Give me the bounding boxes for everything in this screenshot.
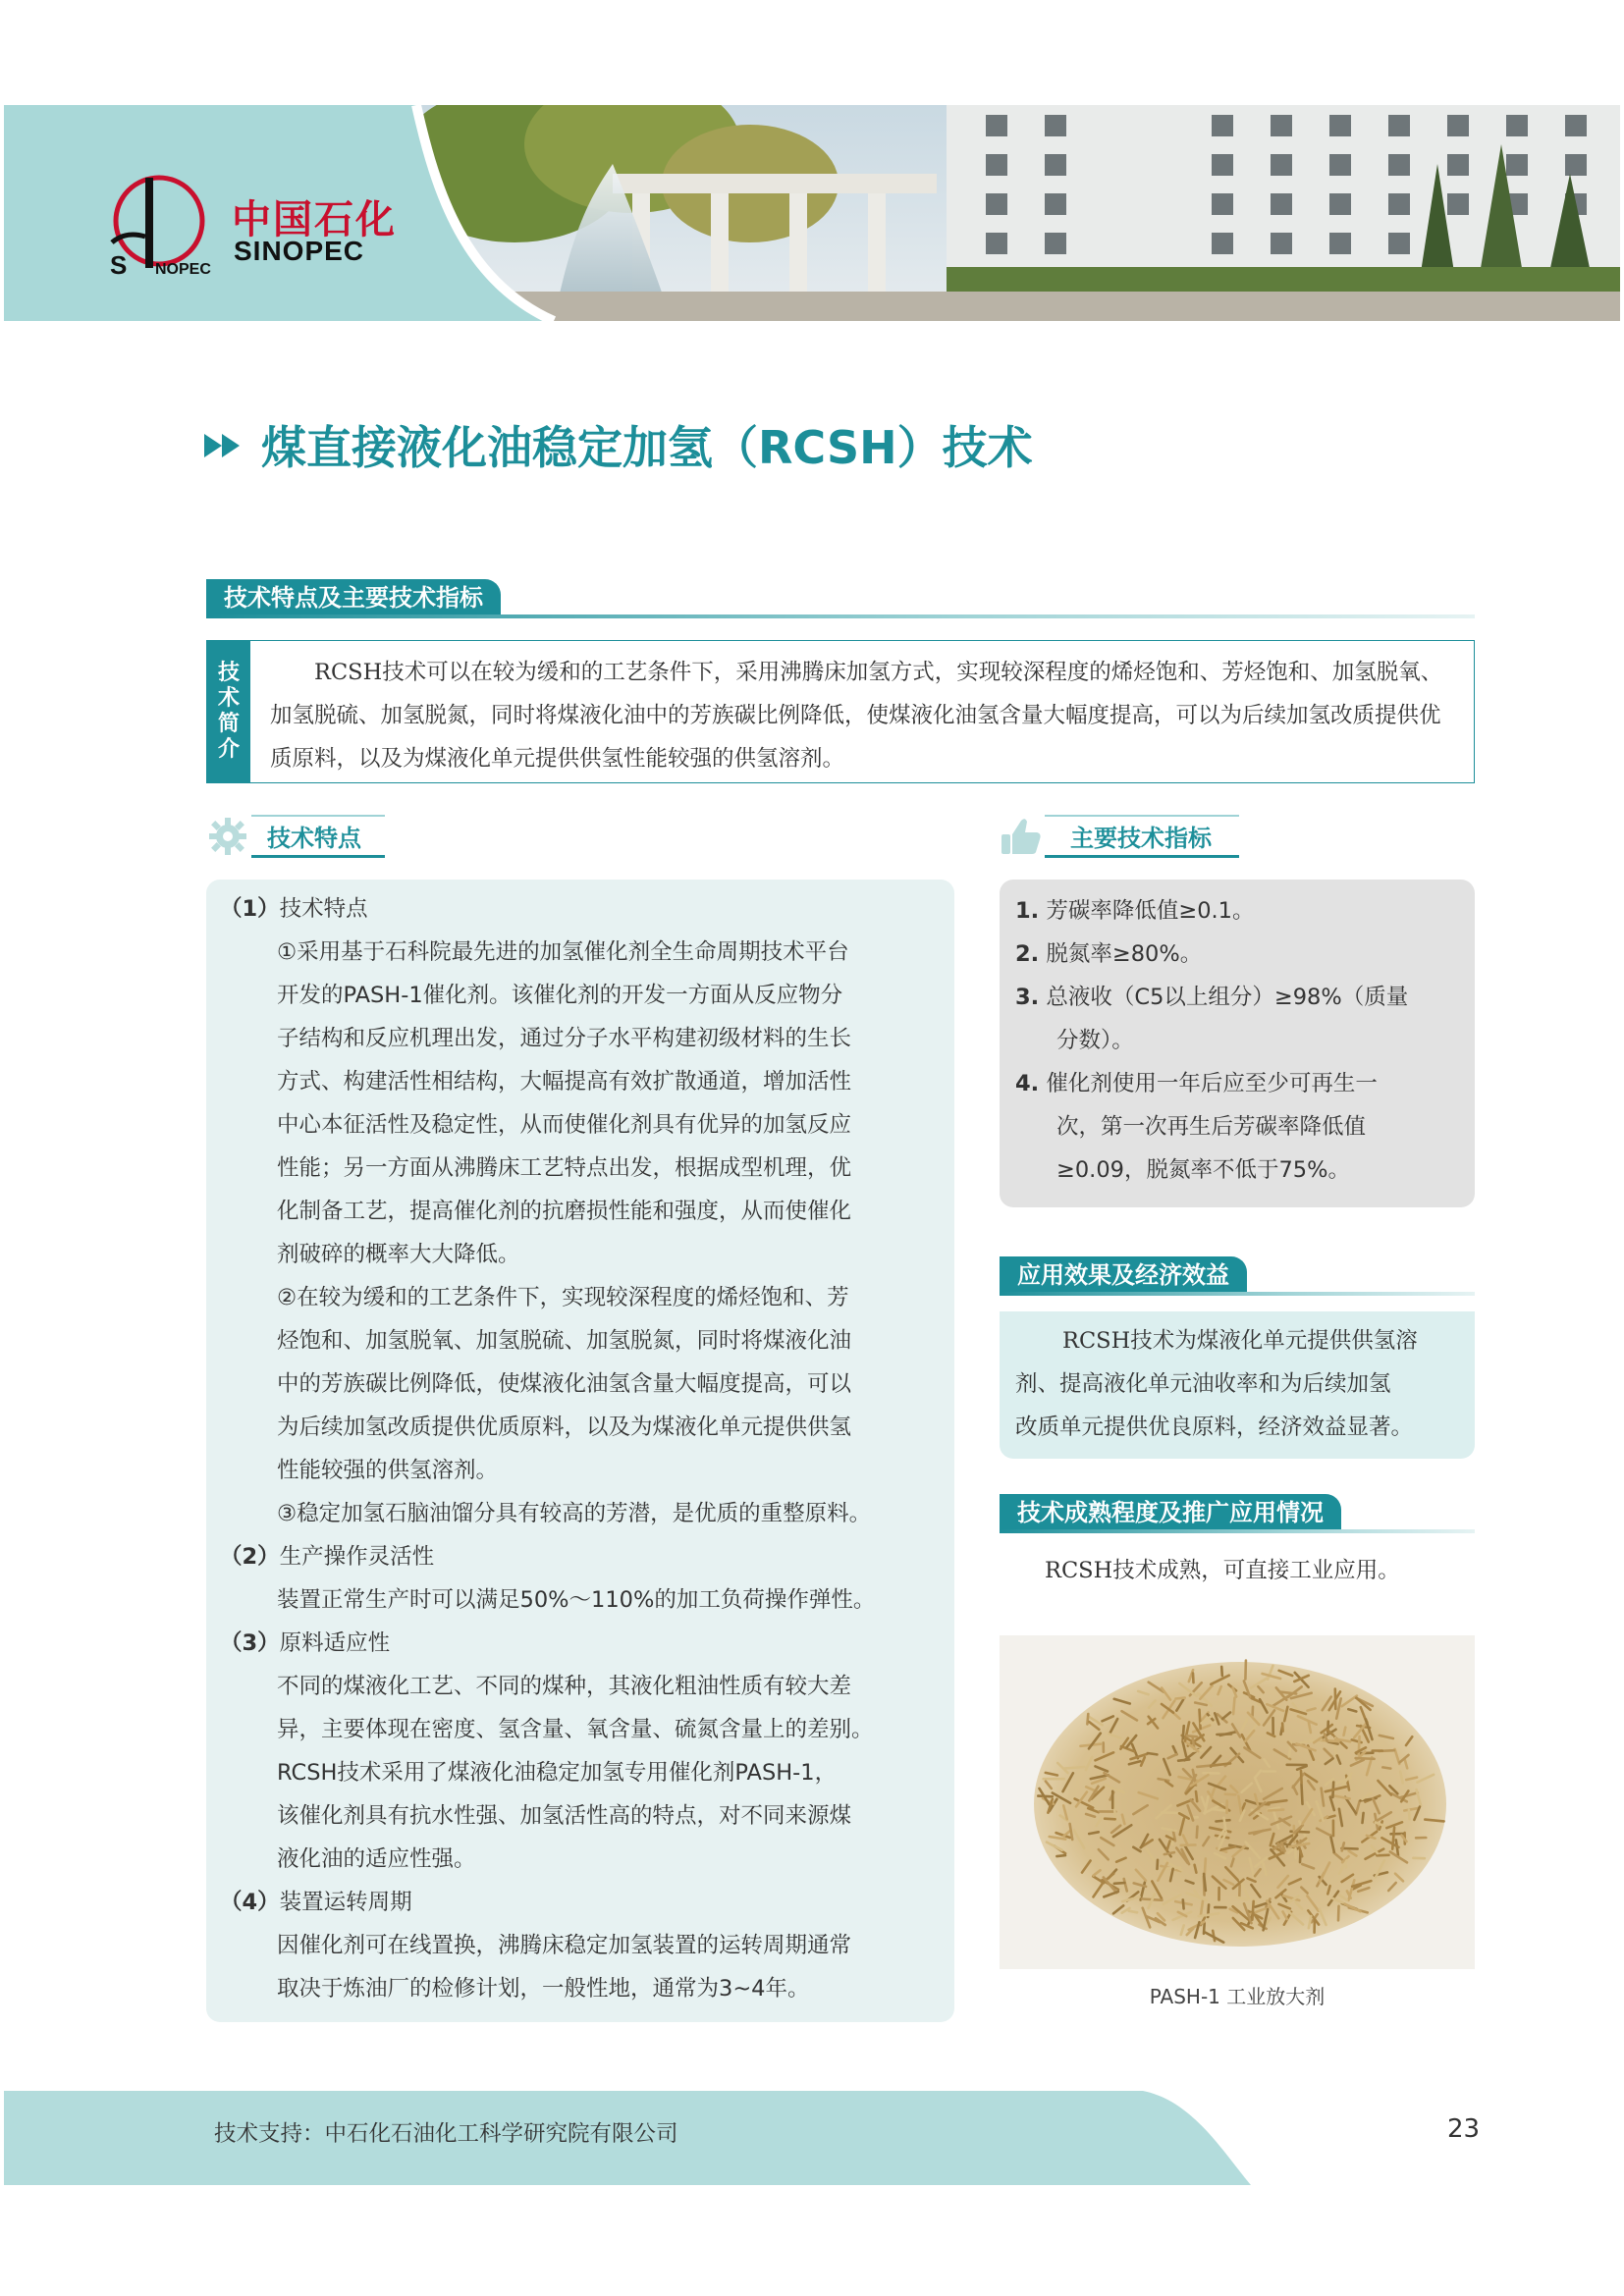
svg-text:S: S bbox=[110, 250, 128, 278]
catalyst-extrudate bbox=[1056, 1855, 1065, 1856]
sinopec-logo-icon bbox=[106, 172, 212, 278]
section-underline bbox=[1000, 1292, 1475, 1296]
list-item bbox=[1015, 1066, 1378, 1097]
list-item: ≥0.09，脱氮率不低于75%。 bbox=[1056, 1157, 1350, 1183]
section-tab-effects: 应用效果及经济效益 bbox=[1000, 1256, 1247, 1294]
list-item bbox=[220, 1539, 434, 1571]
svg-text:NOPEC: NOPEC bbox=[155, 261, 211, 278]
catalyst-extrudate bbox=[1158, 1860, 1159, 1869]
list-item: ②在较为缓和的工艺条件下，实现较深程度的烯烃饱和、芳 bbox=[277, 1285, 849, 1310]
item-number: 1. bbox=[1015, 898, 1040, 924]
section-tab-maturity: 技术成熟程度及推广应用情况 bbox=[1000, 1494, 1341, 1531]
intro-side-char: 简 bbox=[217, 712, 240, 736]
maturity-text: RCSH技术成熟，可直接工业应用。 bbox=[1045, 1558, 1400, 1583]
sinopec-logo bbox=[106, 167, 420, 285]
heading-underline bbox=[251, 855, 385, 858]
double-arrow-icon bbox=[204, 434, 244, 457]
catalyst-extrudate bbox=[1269, 1810, 1283, 1811]
catalyst-extrudate bbox=[1105, 1819, 1115, 1820]
list-item: 性能；另一方面从沸腾床工艺特点出发，根据成型机理，优 bbox=[277, 1155, 852, 1181]
list-item: 方式、构建活性相结构，大幅提高有效扩散通道，增加活性 bbox=[277, 1069, 852, 1095]
thumbs-up-icon bbox=[1000, 817, 1043, 856]
item-number: （4） bbox=[220, 1890, 280, 1915]
catalyst-extrudate bbox=[1187, 1735, 1197, 1736]
catalyst-extrudate bbox=[1342, 1848, 1358, 1849]
item-text: 装置运转周期 bbox=[279, 1890, 412, 1915]
catalyst-extrudate bbox=[1356, 1758, 1375, 1759]
catalyst-extrudate bbox=[1129, 1911, 1137, 1913]
indicators-box bbox=[1000, 880, 1475, 1207]
heading-underline bbox=[1045, 855, 1239, 858]
catalyst-extrudate bbox=[1087, 1714, 1088, 1724]
effects-line: 改质单元提供优良原料，经济效益显著。 bbox=[1015, 1415, 1414, 1440]
item-number: 4. bbox=[1015, 1071, 1040, 1096]
list-item: 液化油的适应性强。 bbox=[277, 1846, 476, 1872]
list-item: 开发的PASH-1催化剂。该催化剂的开发一方面从反应物分 bbox=[277, 983, 843, 1008]
catalyst-extrudate bbox=[1382, 1767, 1390, 1768]
catalyst-extrudate bbox=[1425, 1820, 1443, 1822]
list-item: 异，主要体现在密度、氢含量、氧含量、硫氮含量上的差别。 bbox=[277, 1717, 874, 1742]
list-item bbox=[220, 1885, 412, 1916]
catalyst-extrudate bbox=[1282, 1724, 1283, 1732]
effects-line: RCSH技术为煤液化单元提供供氢溶 bbox=[1062, 1328, 1418, 1354]
catalyst-photo bbox=[1000, 1635, 1475, 1969]
catalyst-extrudate bbox=[1205, 1858, 1206, 1874]
catalyst-extrudate bbox=[1225, 1794, 1236, 1795]
catalyst-extrudate bbox=[1114, 1883, 1125, 1884]
catalyst-extrudate bbox=[1338, 1906, 1339, 1921]
catalyst-extrudate bbox=[1064, 1767, 1084, 1769]
footer-support-text: 技术支持：中石化石油化工科学研究院有限公司 bbox=[214, 2121, 678, 2147]
list-item: 分数）。 bbox=[1056, 1028, 1134, 1053]
item-number: （2） bbox=[220, 1544, 280, 1570]
item-number: 2. bbox=[1015, 941, 1040, 967]
list-item: 因催化剂可在线置换，沸腾床稳定加氢装置的运转周期通常 bbox=[277, 1933, 852, 1958]
catalyst-extrudate bbox=[1377, 1855, 1388, 1856]
catalyst-extrudate bbox=[1181, 1844, 1196, 1845]
catalyst-extrudate bbox=[1221, 1667, 1222, 1676]
catalyst-extrudate bbox=[1183, 1899, 1184, 1908]
logo-chinese-name: 中国石化 bbox=[232, 196, 397, 242]
item-text: 原料适应性 bbox=[279, 1630, 391, 1656]
heading-top-line bbox=[1045, 815, 1239, 817]
section-underline bbox=[206, 614, 1475, 618]
intro-text: RCSH技术可以在较为缓和的工艺条件下，采用沸腾床加氢方式，实现较深程度的烯烃饱和、芳烃饱和、加氢脱氧、加氢脱硫、加氢脱氮，同时将煤液化油中的芳族碳比例降低，使煤液化油氢含量大幅度提高，可以为后续加氢改质提供优质原料，以及为煤液化单元提供供氢性能较强的供氢溶剂。 bbox=[270, 660, 1443, 772]
section-tab-features-indicators: 技术特点及主要技术指标 bbox=[206, 579, 501, 616]
item-text: 总液收（C5以上组分）≥98%（质量 bbox=[1046, 985, 1409, 1010]
catalyst-extrudate bbox=[1217, 1734, 1231, 1735]
catalyst-extrudate bbox=[1148, 1753, 1158, 1754]
indicators-heading-label: 主要技术指标 bbox=[1070, 825, 1212, 852]
catalyst-extrudate bbox=[1200, 1710, 1201, 1729]
catalyst-extrudate bbox=[1176, 1698, 1185, 1699]
list-item: 子结构和反应机理出发，通过分子水平构建初级材料的生长 bbox=[277, 1026, 852, 1051]
list-item: 中心本征活性及稳定性，从而使催化剂具有优异的加氢反应 bbox=[277, 1112, 852, 1138]
features-box bbox=[206, 880, 954, 2022]
features-heading bbox=[206, 815, 385, 858]
gear-icon bbox=[206, 817, 249, 856]
catalyst-extrudate bbox=[1178, 1759, 1189, 1760]
catalyst-extrudate bbox=[1409, 1810, 1410, 1820]
catalyst-extrudate bbox=[1204, 1923, 1205, 1934]
logo-english-name: SINOPEC bbox=[234, 236, 365, 266]
catalyst-extrudate bbox=[1252, 1901, 1253, 1920]
catalyst-extrudate bbox=[1344, 1728, 1346, 1735]
item-number: 3. bbox=[1015, 985, 1040, 1010]
list-item bbox=[1015, 893, 1255, 925]
list-item: 中的芳族碳比例降低，使煤液化油氢含量大幅度提高，可以 bbox=[277, 1371, 852, 1397]
item-number: （3） bbox=[220, 1630, 280, 1656]
list-item: 为后续加氢改质提供优质原料，以及为煤液化单元提供供氢 bbox=[277, 1415, 852, 1440]
list-item: 剂破碎的概率大大降低。 bbox=[277, 1242, 520, 1267]
list-item: 化制备工艺，提高催化剂的抗磨损性能和强度，从而使催化 bbox=[277, 1199, 852, 1224]
list-item bbox=[1015, 980, 1408, 1011]
catalyst-extrudate bbox=[1197, 1827, 1198, 1838]
list-item: 不同的煤液化工艺、不同的煤种，其液化粗油性质有较大差 bbox=[277, 1674, 852, 1699]
catalyst-extrudate bbox=[1196, 1791, 1197, 1801]
list-item: 次，第一次再生后芳碳率降低值 bbox=[1056, 1114, 1367, 1140]
intro-box bbox=[206, 640, 1475, 783]
intro-side-label bbox=[207, 641, 250, 782]
list-item: 装置正常生产时可以满足50%～110%的加工负荷操作弹性。 bbox=[277, 1587, 876, 1613]
catalyst-extrudate bbox=[1212, 1809, 1225, 1810]
catalyst-extrudate bbox=[1233, 1698, 1234, 1715]
list-item: 取决于炼油厂的检修计划，一般性地，通常为3~4年。 bbox=[277, 1976, 810, 2002]
item-number: （1） bbox=[220, 896, 280, 922]
catalyst-extrudate bbox=[1363, 1813, 1364, 1823]
list-item: 烃饱和、加氢脱氧、加氢脱硫、加氢脱氮，同时将煤液化油 bbox=[277, 1328, 852, 1354]
catalyst-extrudate bbox=[1183, 1726, 1184, 1741]
catalyst-extrudate bbox=[1217, 1820, 1230, 1821]
item-text: 脱氮率≥80%。 bbox=[1046, 941, 1203, 967]
intro-side-char: 技 bbox=[217, 661, 240, 685]
intro-side-char: 术 bbox=[217, 686, 240, 711]
effects-line: 剂、提高液化单元油收率和为后续加氢 bbox=[1015, 1371, 1391, 1397]
list-item bbox=[220, 1626, 390, 1657]
catalyst-extrudate bbox=[1195, 1865, 1197, 1873]
section-underline bbox=[1000, 1529, 1475, 1533]
catalyst-extrudate bbox=[1245, 1661, 1246, 1680]
list-item: RCSH技术采用了煤液化油稳定加氢专用催化剂PASH-1， bbox=[277, 1760, 838, 1786]
list-item: 性能较强的供氢溶剂。 bbox=[277, 1458, 499, 1483]
list-item: ①采用基于石科院最先进的加氢催化剂全生命周期技术平台 bbox=[277, 939, 849, 965]
list-item: ③稳定加氢石脑油馏分具有较高的芳潜，是优质的重整原料。 bbox=[277, 1501, 872, 1526]
page-title: 煤直接液化油稳定加氢（RCSH）技术 bbox=[261, 421, 1033, 474]
heading-top-line bbox=[251, 815, 385, 817]
item-text: 催化剂使用一年后应至少可再生一 bbox=[1046, 1071, 1378, 1096]
catalyst-extrudate bbox=[1204, 1874, 1206, 1891]
list-item: 该催化剂具有抗水性强、加氢活性高的特点，对不同来源煤 bbox=[277, 1803, 852, 1829]
item-text: 芳碳率降低值≥0.1。 bbox=[1046, 898, 1255, 924]
intro-side-char: 介 bbox=[217, 737, 240, 762]
catalyst-extrudate bbox=[1301, 1771, 1302, 1783]
item-text: 生产操作灵活性 bbox=[279, 1544, 435, 1570]
list-item bbox=[1015, 936, 1202, 968]
indicators-heading bbox=[1000, 815, 1239, 858]
item-text: 技术特点 bbox=[279, 896, 368, 922]
page-number: 23 bbox=[1447, 2114, 1481, 2144]
catalyst-extrudate bbox=[1089, 1832, 1099, 1834]
catalyst-extrudate bbox=[1302, 1784, 1303, 1804]
features-heading-label: 技术特点 bbox=[267, 825, 361, 852]
effects-box bbox=[1000, 1311, 1475, 1459]
catalyst-pile-image bbox=[1000, 1635, 1475, 1969]
list-item bbox=[220, 891, 368, 923]
catalyst-extrudate bbox=[1193, 1674, 1194, 1683]
photo-caption: PASH-1 工业放大剂 bbox=[1149, 1985, 1326, 2008]
